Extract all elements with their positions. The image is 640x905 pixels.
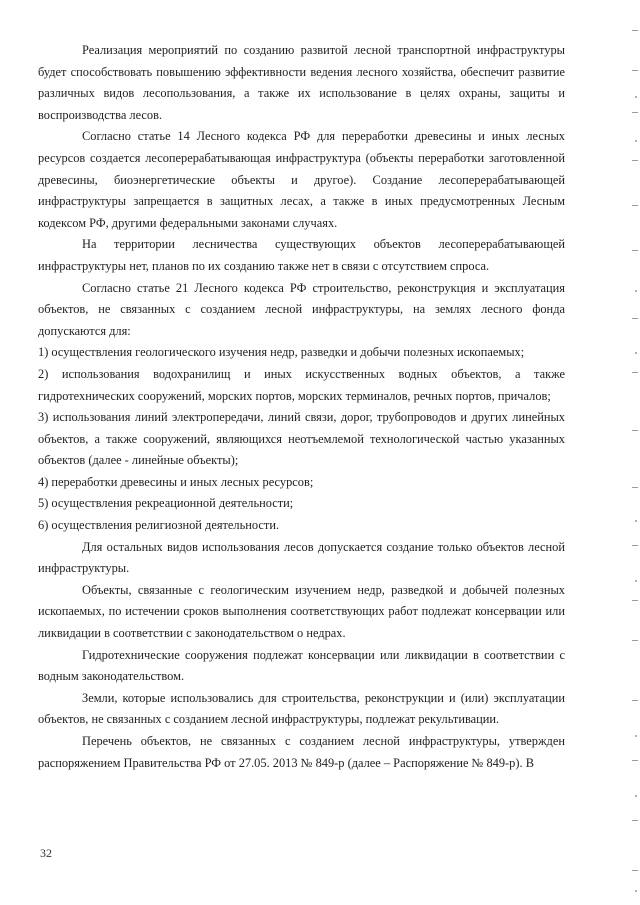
scan-mark — [632, 160, 638, 161]
scan-mark — [632, 870, 638, 871]
scan-mark — [632, 760, 638, 761]
paragraph: Земли, которые использовались для строительства, реконструкции и (или) эксплуатации объектов, не связанных с созданием лесной инфраструктуры, подлежат рекультивации. — [38, 690, 565, 727]
scan-mark — [632, 318, 638, 319]
list-item: 1) осуществления геологического изучения недр, разведки и добычи полезных ископаемых; — [38, 345, 525, 360]
scan-mark — [632, 545, 638, 546]
list-item: 3) использования линий электропередачи, линий связи, дорог, трубопроводов и других линейных объектов, а также сооружений, являющихся неотъемлемой технологической частью указанных объектов (далее - линейные объекты); — [38, 410, 565, 468]
list-item: 4) переработки древесины и иных лесных ресурсов; — [38, 474, 314, 489]
scan-mark — [632, 205, 638, 206]
scan-mark — [632, 112, 638, 113]
document-body — [38, 40, 565, 774]
paragraph: Объекты, связанные с геологическим изучением недр, разведкой и добычей полезных ископаемых, по истечении сроков выполнения соответствующих работ подлежат консервации или ликвидации в соответствии с законодательством о недрах. — [38, 582, 565, 641]
scan-dot — [635, 140, 637, 142]
scan-mark — [632, 820, 638, 821]
list-item: 5) осуществления рекреационной деятельности; — [38, 496, 294, 511]
paragraph: Реализация мероприятий по созданию развитой лесной транспортной инфраструктуры будет способствовать повышению эффективности ведения лесного хозяйства, обеспечит развитие различных видов лесопользования, а также их использование в целях охраны, защиты и воспроизводства лесов. — [38, 43, 565, 122]
scan-mark — [632, 600, 638, 601]
scan-dot — [635, 735, 637, 737]
scan-dot — [635, 580, 637, 582]
paragraph: На территории лесничества существующих объектов лесоперерабатывающей инфраструктуры нет, планов по их созданию также нет в связи с отсутствием спроса. — [38, 237, 565, 273]
paragraph: Гидротехнические сооружения подлежат консервации или ликвидации в соответствии с водным законодательством. — [38, 647, 565, 684]
scan-mark — [632, 640, 638, 641]
scan-dot — [635, 96, 637, 98]
scan-mark — [632, 250, 638, 251]
scan-dot — [635, 290, 637, 292]
binding-edge-marks — [626, 0, 640, 905]
paragraph: Согласно статье 14 Лесного кодекса РФ для переработки древесины и иных лесных ресурсов создается лесоперерабатывающая инфраструктура (объекты переработки заготовленной древесины, биоэнергетические объекты и другое). Создание лесоперерабатывающей инфраструктуры запрещается в защитных лесах, а также в иных предусмотренных Лесным кодексом РФ, другими федеральными законами случаях. — [38, 129, 565, 230]
paragraph: Для остальных видов использования лесов допускается создание только объектов лесной инфраструктуры. — [38, 539, 565, 576]
list-item: 2) использования водохранилищ и иных искусственных водных объектов, а также гидротехнических сооружений, морских портов, морских терминалов, речных портов, причалов; — [38, 366, 565, 403]
scan-mark — [632, 30, 638, 31]
scan-dot — [635, 352, 637, 354]
scan-dot — [635, 520, 637, 522]
scan-mark — [632, 487, 638, 488]
page-number: 32 — [40, 846, 52, 860]
scan-mark — [632, 430, 638, 431]
scan-mark — [632, 372, 638, 373]
list-item: 6) осуществления религиозной деятельности. — [38, 518, 280, 533]
paragraph: Перечень объектов, не связанных с созданием лесной инфраструктуры, утвержден распоряжением Правительства РФ от 27.05. 2013 № 849-р (далее – Распоряжение № 849-р). В — [38, 734, 565, 770]
scan-dot — [635, 890, 637, 892]
paragraph: Согласно статье 21 Лесного кодекса РФ строительство, реконструкция и эксплуатация объектов, не связанных с созданием лесной инфраструктуры, на землях лесного фонда допускаются для: — [38, 280, 565, 338]
scan-mark — [632, 70, 638, 71]
scan-mark — [632, 700, 638, 701]
scan-dot — [635, 795, 637, 797]
